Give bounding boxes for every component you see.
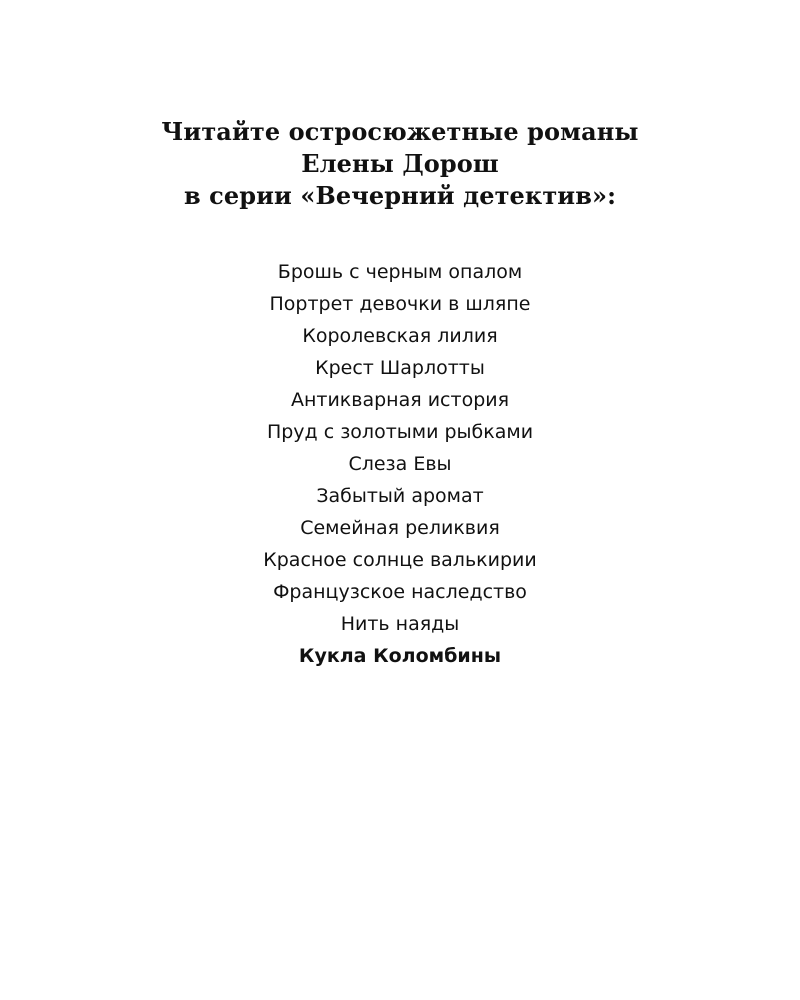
series-heading <box>0 116 800 212</box>
book-title: Нить наяды <box>340 613 460 635</box>
book-title: Французское наследство <box>273 581 527 603</box>
book-title-list <box>0 256 800 672</box>
book-title: Королевская лилия <box>302 325 498 347</box>
book-title: Забытый аромат <box>316 485 484 507</box>
book-title: Крест Шарлотты <box>315 357 485 379</box>
heading-line-1: Читайте остросюжетные романы <box>161 117 639 146</box>
heading-line-2-author: Елены Дорош <box>301 149 499 178</box>
book-title: Антикварная история <box>290 389 510 411</box>
book-title: Брошь с черным опалом <box>277 261 523 283</box>
book-title: Слеза Евы <box>348 453 452 475</box>
book-title-current: Кукла Коломбины <box>298 645 502 667</box>
book-title: Красное солнце валькирии <box>263 549 537 571</box>
book-title: Семейная реликвия <box>300 517 500 539</box>
book-title: Портрет девочки в шляпе <box>269 293 531 315</box>
book-title: Пруд с золотыми рыбками <box>266 421 534 443</box>
heading-line-3-series: в серии «Вечерний детектив»: <box>183 181 617 210</box>
